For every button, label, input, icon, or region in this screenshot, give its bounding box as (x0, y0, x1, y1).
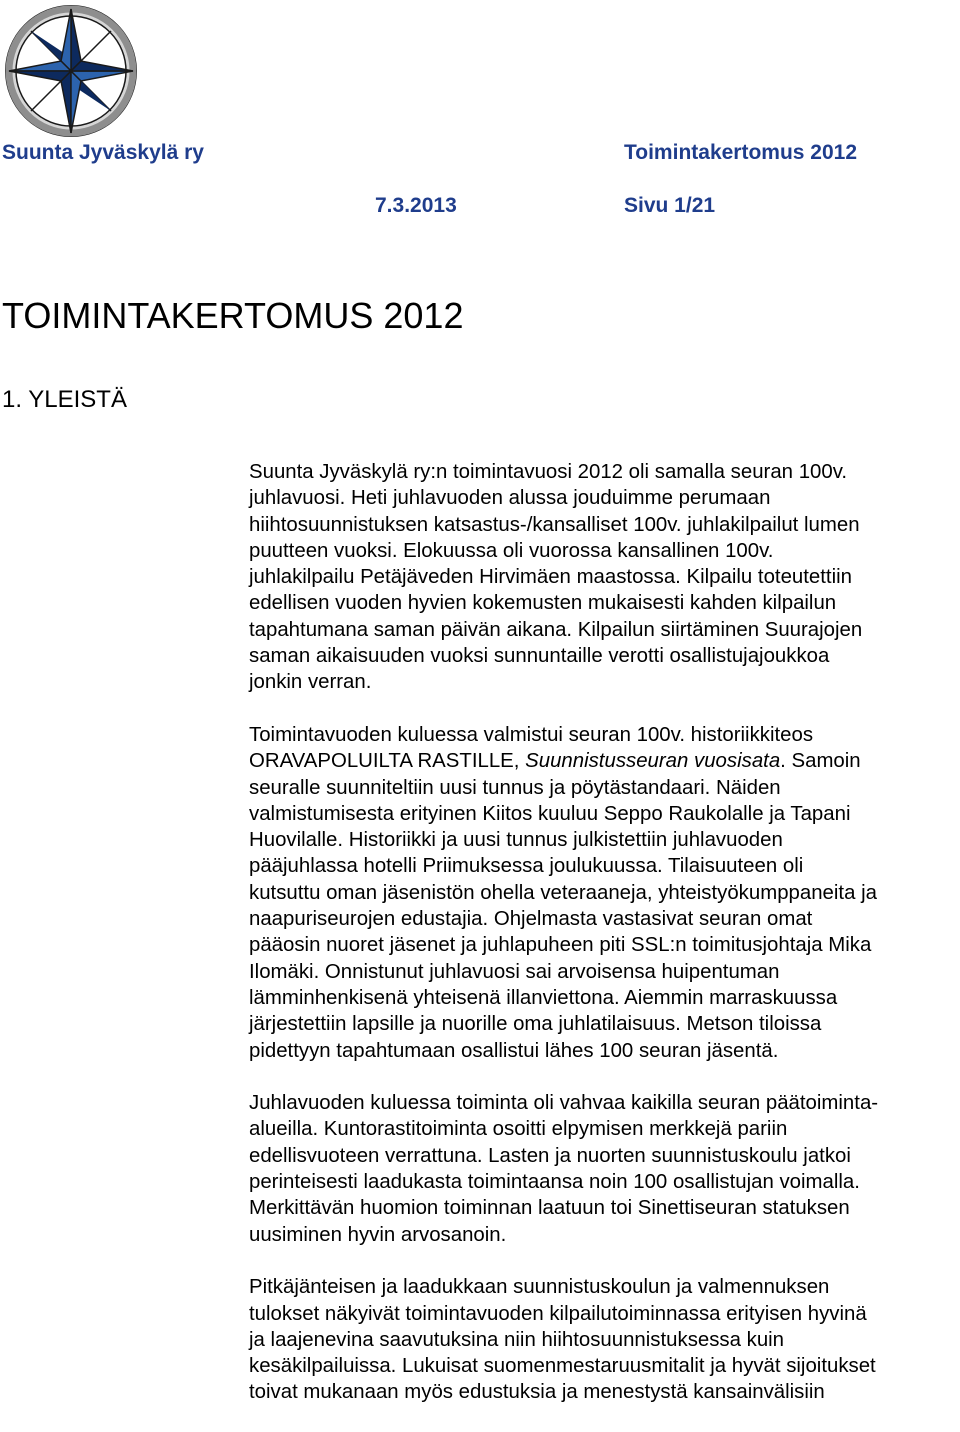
header-org-name: Suunta Jyväskylä ry (2, 141, 204, 164)
paragraph-line: uusiminen hyvin arvosanoin. (249, 1223, 507, 1246)
paragraph-line: kesäkilpailuissa. Lukuisat suomenmestaruusmitalit ja hyvät sijoitukset (249, 1355, 876, 1378)
paragraph-line: pidettyyn tapahtumaan osallistui lähes 100 seuran jäsentä. (249, 1039, 779, 1062)
paragraph-line: järjestettiin lapsille ja nuorille oma juhlatilaisuus. Metson tiloissa (249, 1013, 822, 1036)
paragraph-line: edellisen vuoden hyvien kokemusten mukaisesti kahden kilpailun (249, 592, 837, 615)
paragraph-line: tulokset näkyivät toimintavuoden kilpailutoiminnassa erityisen hyvinä (249, 1302, 867, 1325)
paragraph-line: valmistumisesta erityinen Kiitos kuuluu Seppo Raukolalle ja Tapani (249, 802, 851, 825)
paragraph-line: Pitkäjänteisen ja laadukkaan suunnistuskoulun ja valmennuksen (249, 1276, 830, 1299)
paragraph-line: toivat mukanaan myös edustuksia ja menestystä kansainvälisiin (249, 1381, 825, 1404)
paragraph-3 (249, 1090, 960, 1248)
paragraph-line: pääosin nuoret jäsenet ja juhlapuheen piti SSL:n toimitusjohtaja Mika (249, 934, 872, 957)
paragraph-line: edellisvuoteen verrattuna. Lasten ja nuorten suunnistuskoulu jatkoi (249, 1144, 851, 1167)
book-subtitle-italic: Suunnistusseuran vuosisata (525, 750, 781, 773)
paragraph-line: Huovilalle. Historiikki ja uusi tunnus julkistettiin juhlavuoden (249, 829, 783, 852)
paragraph-line: puutteen vuoksi. Elokuussa oli vuorossa kansallinen 100v. (249, 539, 774, 562)
paragraph-line: seuralle suunniteltiin uusi tunnus ja pöytästandaari. Näiden (249, 776, 781, 799)
section-heading: 1. YLEISTÄ (2, 386, 127, 413)
document-title: TOIMINTAKERTOMUS 2012 (2, 295, 464, 336)
paragraph-2 (249, 722, 960, 1064)
paragraph-line: Ilomäki. Onnistunut juhlavuosi sai arvoisensa huipentuman (249, 960, 780, 983)
paragraph-line: pääjuhlassa hotelli Priimuksessa joulukuussa. Tilaisuuteen oli (249, 855, 804, 878)
paragraph-line: jonkin verran. (249, 671, 372, 694)
paragraph-line: naapuriseurojen edustajia. Ohjelmasta vastasivat seuran omat (249, 908, 813, 931)
club-logo (3, 3, 139, 139)
section-body (249, 459, 960, 1432)
paragraph-line: juhlavuosi. Heti juhlavuoden alussa jouduimme perumaan (249, 487, 771, 510)
paragraph-line: kutsuttu oman jäsenistön ohella veteraaneja, yhteistyökumppaneita ja (249, 881, 877, 904)
paragraph-line: saman aikaisuuden vuoksi sunnuntaille verotti osallistujajoukkoa (249, 645, 830, 668)
line-suffix: . Samoin (780, 750, 861, 773)
book-title-caps: ORAVAPOLUILTA RASTILLE, (249, 750, 526, 773)
header-doc-name: Toimintakertomus 2012 (624, 141, 858, 164)
paragraph-1 (249, 459, 960, 696)
paragraph-line: juhlakilpailu Petäjäveden Hirvimäen maastossa. Kilpailu toteutettiin (249, 566, 852, 589)
paragraph-4 (249, 1274, 960, 1405)
paragraph-line: Merkittävän huomion toiminnan laatuun toi Sinettiseuran statuksen (249, 1197, 850, 1220)
paragraph-line: Suunta Jyväskylä ry:n toimintavuosi 2012 oli samalla seuran 100v. (249, 461, 848, 483)
paragraph-line: alueilla. Kuntorastitoiminta osoitti elpymisen merkkejä pariin (249, 1118, 788, 1141)
header-date: 7.3.2013 (375, 194, 457, 217)
compass-rose-logo-icon (3, 3, 139, 139)
paragraph-line: perinteisesti laadukasta toimintaansa noin 100 osallistujan voimalla. (249, 1171, 860, 1194)
paragraph-line: ja laajenevina saavutuksina niin hiihtosuunnistuksessa kuin (249, 1328, 785, 1351)
paragraph-line: tapahtumana saman päivän aikana. Kilpailun siirtäminen Suurajojen (249, 618, 863, 641)
paragraph-line: hiihtosuunnistuksen katsastus-/kansalliset 100v. juhlakilpailut lumen (249, 513, 860, 536)
paragraph-line: Toimintavuoden kuluessa valmistui seuran 100v. historiikkiteos (249, 723, 814, 746)
paragraph-line: Juhlavuoden kuluessa toiminta oli vahvaa kaikilla seuran päätoiminta- (249, 1092, 879, 1115)
paragraph-line-with-book-title (249, 748, 960, 774)
header-page-number: Sivu 1/21 (624, 194, 716, 217)
paragraph-line: lämminhenkisenä yhteisenä illanviettona. Aiemmin marraskuussa (249, 986, 838, 1009)
